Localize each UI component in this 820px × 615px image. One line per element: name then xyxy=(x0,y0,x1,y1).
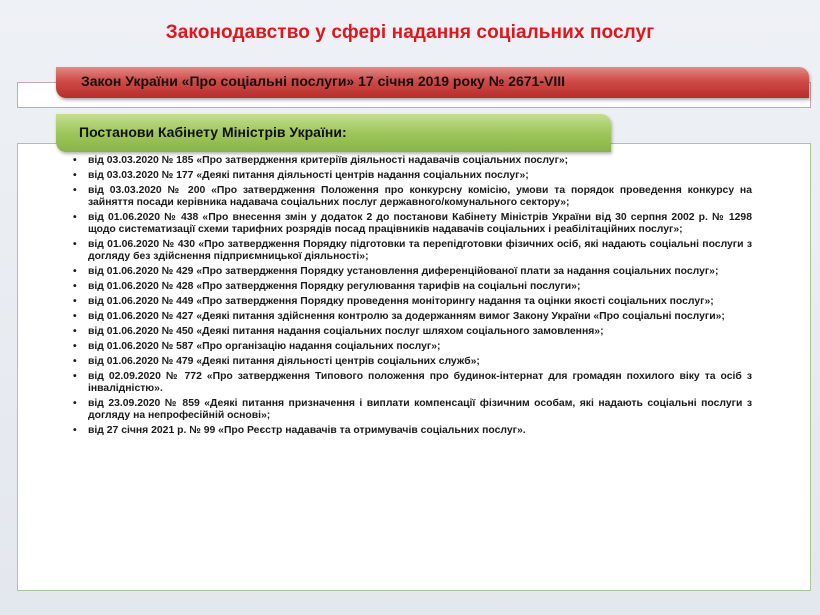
list-item: • від 01.06.2020 № 438 «Про внесення змін у додаток 2 до постанови Кабінету Міністрів України від 30 серпня 2002 р. № 1298 щодо систематизації схеми тарифних розрядів посад працівників надавачів соціальних і реабілітаційних послуг»; xyxy=(60,212,752,236)
list-item: • від 01.06.2020 № 587 «Про організацію надання соціальних послуг»; xyxy=(60,341,752,353)
list-item: • від 01.06.2020 № 450 «Деякі питання надання соціальних послуг шляхом соціального замовлення»; xyxy=(60,326,752,338)
list-item: • від 03.03.2020 № 177 «Деякі питання діяльності центрів надання соціальних послуг»; xyxy=(60,170,752,182)
list-item: • від 27 січня 2021 р. № 99 «Про Реєстр надавачів та отримувачів соціальних послуг». xyxy=(60,425,752,437)
decrees-banner-text: Постанови Кабінету Міністрів України: xyxy=(79,124,347,140)
list-item: • від 01.06.2020 № 429 «Про затвердження Порядку установлення диференційованої плати за надання соціальних послуг»; xyxy=(60,266,752,278)
list-item: • від 23.09.2020 № 859 «Деякі питання призначення і виплати компенсації фізичним особам, які надають соціальні послуги з догляду на непрофесійній основі»; xyxy=(60,398,752,422)
list-item: • від 03.03.2020 № 185 «Про затвердження критеріїв діяльності надавачів соціальних послуг»; xyxy=(60,155,752,167)
list-item: • від 01.06.2020 № 449 «Про затвердження Порядку проведення моніторингу надання та оцінки якості соціальних послуг»; xyxy=(60,296,752,308)
decrees-list xyxy=(60,155,752,440)
decrees-banner xyxy=(56,114,611,152)
law-banner xyxy=(56,67,809,98)
list-item: • від 01.06.2020 № 428 «Про затвердження Порядку регулювання тарифів на соціальні послуги»; xyxy=(60,281,752,293)
list-item: • від 03.03.2020 № 200 «Про затвердження Положення про конкурсну комісію, умови та порядок проведення конкурсу на зайняття посади керівника надавача соціальних послуг державного/комунального сектору»; xyxy=(60,185,752,209)
law-banner-text: Закон України «Про соціальні послуги» 17 січня 2019 року № 2671-VIII xyxy=(81,73,566,89)
list-item: • від 01.06.2020 № 430 «Про затвердження Порядку підготовки та перепідготовки фізичних осіб, які надають соціальні послуги з догляду без здійснення підприємницької діяльності»; xyxy=(60,239,752,263)
list-item: • від 02.09.2020 № 772 «Про затвердження Типового положення про будинок-інтернат для громадян похилого віку та осіб з інвалідністю». xyxy=(60,371,752,395)
list-item: • від 01.06.2020 № 479 «Деякі питання діяльності центрів соціальних служб»; xyxy=(60,356,752,368)
list-item: • від 01.06.2020 № 427 «Деякі питання здійснення контролю за додержанням вимог Закону України «Про соціальні послуги»; xyxy=(60,311,752,323)
page-title: Законодавство у сфері надання соціальних послуг xyxy=(165,22,655,43)
